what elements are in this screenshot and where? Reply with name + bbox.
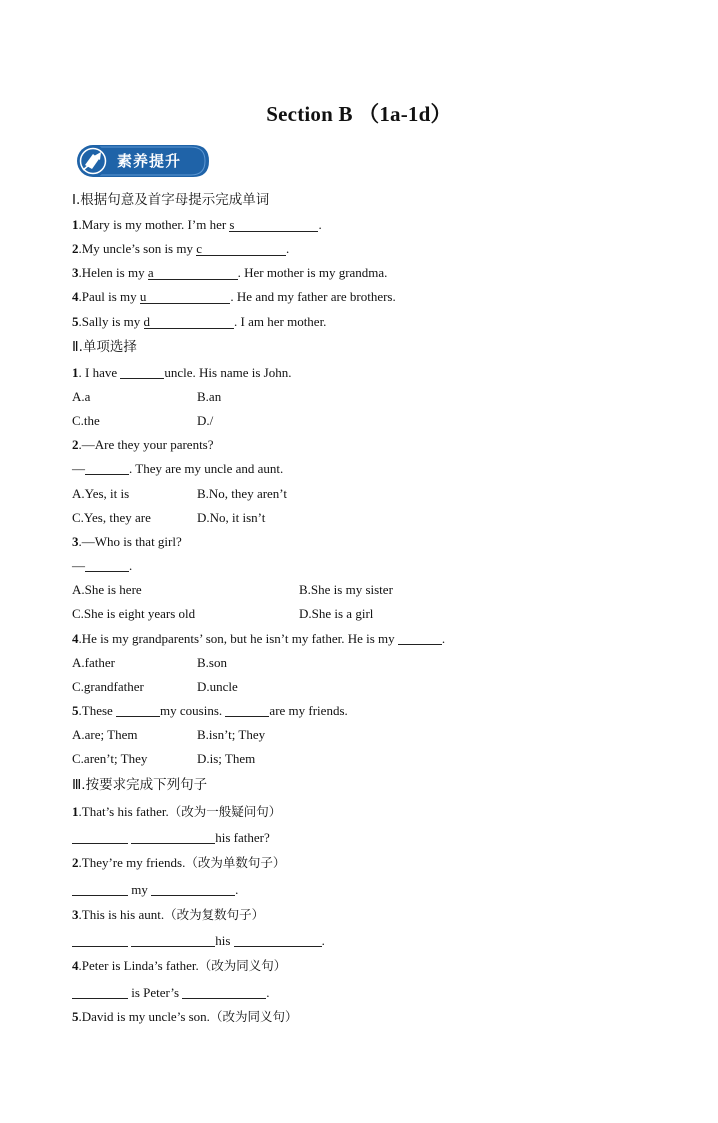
s1-item-4: 4.Paul is my u . He and my father are brothers. xyxy=(72,289,396,304)
answer-blank: d xyxy=(144,315,235,329)
s2-q4-options-cd: C.grandfather D.uncle xyxy=(72,679,238,694)
s1-item-5: 5.Sally is my d . I am her mother. xyxy=(72,314,327,329)
s3-q1-stem: 1.That’s his father.（改为一般疑问句） xyxy=(72,804,282,819)
answer-blank xyxy=(131,831,215,844)
section2-heading: Ⅱ.单项选择 xyxy=(72,339,137,355)
s2-q4-stem: 4.He is my grandparents’ son, but he isn’t my father. He is my . xyxy=(72,631,446,646)
answer-blank xyxy=(72,831,128,844)
answer-blank xyxy=(234,934,322,947)
s3-q5-stem: 5.David is my uncle’s son.（改为同义句） xyxy=(72,1009,298,1024)
s2-q5-stem: 5.These my cousins. are my friends. xyxy=(72,703,348,718)
section-badge xyxy=(75,143,211,179)
s2-q5-options-ab: A.are; Them B.isn’t; They xyxy=(72,727,266,742)
s2-q3-options-ab: A.She is here B.She is my sister xyxy=(72,582,393,597)
s2-q3-stem: 3.—Who is that girl? xyxy=(72,534,182,549)
answer-blank xyxy=(398,632,442,645)
s1-item-3: 3.Helen is my a . Her mother is my grandma. xyxy=(72,265,388,280)
answer-blank xyxy=(225,704,269,717)
answer-blank xyxy=(120,366,164,379)
answer-blank: u xyxy=(140,290,231,304)
answer-blank: s xyxy=(229,218,318,232)
s3-q1-answer: his father? xyxy=(72,830,270,846)
answer-blank: c xyxy=(196,242,286,256)
s2-q3-reply: — . xyxy=(72,558,133,573)
s3-q4-stem: 4.Peter is Linda’s father.（改为同义句） xyxy=(72,958,287,973)
section1-heading: Ⅰ.根据句意及首字母提示完成单词 xyxy=(72,192,270,208)
s2-q4-options-ab: A.father B.son xyxy=(72,655,227,670)
s2-q1-options-cd: C.the D./ xyxy=(72,413,214,428)
s3-q4-answer: is Peter’s . xyxy=(72,985,270,1001)
s2-q2-stem: 2.—Are they your parents? xyxy=(72,437,214,452)
answer-blank xyxy=(151,883,235,896)
answer-blank xyxy=(72,934,128,947)
s2-q2-options-cd: C.Yes, they are D.No, it isn’t xyxy=(72,510,266,525)
s3-q2-answer: my . xyxy=(72,882,238,898)
answer-blank xyxy=(182,986,266,999)
section3-heading: Ⅲ.按要求完成下列句子 xyxy=(72,777,208,793)
answer-blank: a xyxy=(148,266,238,280)
s2-q1-stem: 1. I have uncle. His name is John. xyxy=(72,365,292,380)
s3-q3-stem: 3.This is his aunt.（改为复数句子） xyxy=(72,907,265,922)
s2-q2-reply: — . They are my uncle and aunt. xyxy=(72,461,284,476)
s2-q3-options-cd: C.She is eight years old D.She is a girl xyxy=(72,606,374,621)
s3-q3-answer: his . xyxy=(72,933,325,949)
answer-blank xyxy=(85,462,129,475)
s2-q5-options-cd: C.aren’t; They D.is; Them xyxy=(72,751,256,766)
answer-blank xyxy=(72,986,128,999)
answer-blank xyxy=(116,704,160,717)
answer-blank xyxy=(72,883,128,896)
s2-q1-options-ab: A.a B.an xyxy=(72,389,222,404)
s3-q2-stem: 2.They’re my friends.（改为单数句子） xyxy=(72,855,286,870)
page-title: Section B （1a-1d） xyxy=(266,102,452,126)
s1-item-2: 2.My uncle’s son is my c . xyxy=(72,241,290,256)
s1-item-1: 1.Mary is my mother. I’m her s . xyxy=(72,217,322,232)
answer-blank xyxy=(131,934,215,947)
answer-blank xyxy=(85,559,129,572)
badge-label: 素养提升 xyxy=(117,152,182,170)
s2-q2-options-ab: A.Yes, it is B.No, they aren’t xyxy=(72,486,288,501)
